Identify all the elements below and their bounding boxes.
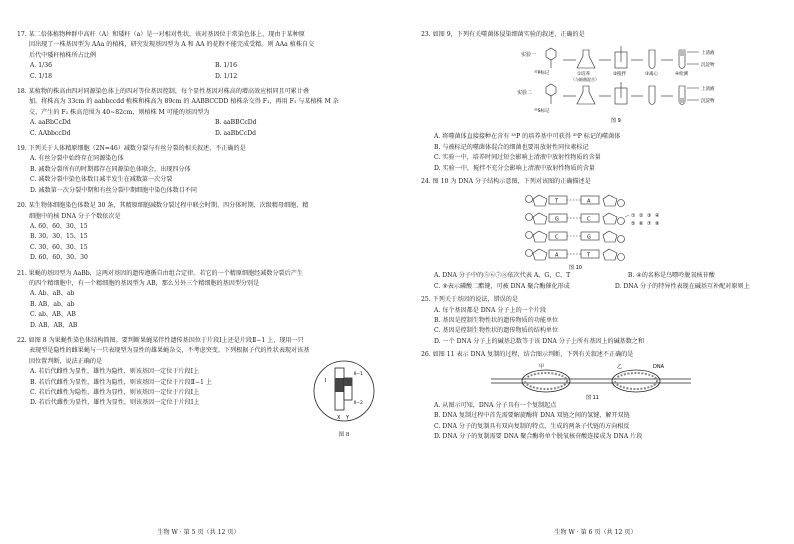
option-c: C. 若后代雌性为隐性，雄性为显性，则该基因一定位于片段Ⅰ上 bbox=[30, 389, 200, 396]
option-d: D. 1/12 bbox=[215, 72, 238, 80]
option-b: B. 30、30、15、15 bbox=[30, 233, 88, 241]
option-c: C. 减数分裂中染色体数目减半发生在减数第一次分裂 bbox=[30, 176, 173, 184]
option-b: B. 与被标记的噬菌体混合的细菌也要用放射性同位素标记 bbox=[434, 143, 589, 151]
exam-page-6 bbox=[397, 0, 794, 544]
question-stem: 26. 如图 11 表示 DNA 复制的过程，结合图示判断，下列有关叙述不正确的是 bbox=[421, 351, 634, 359]
base-label: G bbox=[587, 234, 591, 241]
option-d: D. AB、AB、AB bbox=[30, 321, 78, 329]
option-a: A. Ab、aB、ab bbox=[30, 290, 75, 298]
tube-icon-2 bbox=[649, 86, 655, 105]
option-d: D. DNA 分子的复制需要 DNA 聚合酶将单个脱氧核苷酸连接成为 DNA 片段 bbox=[434, 432, 643, 440]
base-label: T bbox=[587, 252, 591, 259]
option-d: D. 减数第一次分裂中期和有丝分裂中期细胞中染色体数目不同 bbox=[30, 186, 197, 194]
sex-chromosome-diagram bbox=[311, 358, 377, 426]
question-stem: 24. 图 10 为 DNA 分子结构示意图，下列对该图的正确描述是 bbox=[421, 178, 591, 186]
fig10-mark-4: ④ bbox=[655, 213, 660, 220]
option-c: C. ab、AB、AB bbox=[30, 311, 76, 319]
option-d: D. 一个 DNA 分子上的碱基总数等于该 DNA 分子上所有基因上的碱基数之和 bbox=[434, 337, 645, 345]
option-a: A. DNA 分子中的⑤⑥⑦⑧依次代表 A、G、C、T bbox=[434, 272, 571, 280]
option-c: C. ⑨表示磷酸二酯键，可被 DNA 聚合酶催化形成 bbox=[434, 282, 570, 290]
base-label: T bbox=[555, 198, 559, 205]
option-d: D. 若后代雌性为显性，雄性为显性，则该基因一定位于片段Ⅰ上 bbox=[30, 399, 200, 407]
figure-8-caption: 图 8 bbox=[338, 432, 350, 439]
flask-icon-2 bbox=[577, 86, 595, 104]
question-23 bbox=[421, 30, 780, 174]
option-c: C. 基因是控制生物性状的遗传物质的结构单位 bbox=[434, 327, 559, 335]
question-18 bbox=[17, 87, 383, 139]
base-label: A bbox=[587, 198, 591, 205]
figure-10-caption: 图 10 bbox=[569, 265, 582, 272]
figure-11 bbox=[421, 361, 780, 401]
fig11-mark-2: 乙 bbox=[617, 363, 623, 370]
option-a: A. aaBbCcDd bbox=[30, 119, 71, 127]
fig9-label-32p: ³²P标记 bbox=[534, 71, 550, 77]
question-20 bbox=[17, 201, 383, 263]
tube-icon-4 bbox=[679, 86, 685, 105]
option-a: A. 60、60、30、15 bbox=[30, 222, 88, 230]
option-a: A. 每个基因都是 DNA 分子上的一个片段 bbox=[434, 306, 547, 314]
option-a: A. 将噬菌体直接接种在含有 ³⁵P 的培养基中可获得 ³⁵P 标记的噬菌体 bbox=[434, 133, 621, 141]
question-stem: 因位置判断，说法正确的是 bbox=[29, 357, 103, 365]
fig10-mark-7: ⑦ bbox=[647, 221, 652, 228]
page-footer: 生物 W · 第 5 页（共 12 页） bbox=[157, 529, 240, 536]
base-pair-4 bbox=[549, 250, 599, 259]
dna-structure-diagram bbox=[421, 187, 761, 271]
fig9-step-1-note: （与细菌混合） bbox=[571, 77, 599, 83]
question-stem: 20. 某生物体细胞染色体数是 30 条，其精原细胞减数分裂过程中联会时期、四分体时期、次级精母细胞、精 bbox=[17, 202, 309, 210]
beaker-icon-1 bbox=[615, 46, 627, 68]
base-pair-2 bbox=[549, 214, 599, 223]
question-stem: 的四个精细胞中，有一个精细胞的基因型为 AB，那么另外三个精细胞的基因型分别是 bbox=[29, 279, 260, 287]
option-d: D. 60、60、30、30 bbox=[30, 254, 88, 262]
option-c: C. AAbbccDd bbox=[30, 129, 71, 137]
fig10-mark-5: ⑤ bbox=[631, 221, 636, 228]
option-a: A. 若后代雌性为显性，雄性为隐性，则该基因一定位于片段Ⅰ上 bbox=[30, 368, 200, 376]
option-c: C. DNA 分子的复制具有双向复制的特点，生成的两条子代链的方向相反 bbox=[434, 422, 630, 430]
question-19 bbox=[17, 144, 383, 196]
option-b: B. aaBBCcDd bbox=[215, 119, 257, 127]
question-stem: 因出现了一株基因型为 AAa 的植株，研究发现基因型为 A 和 AA 的花粉不能完成受精。则 AAa 植株自交 bbox=[29, 41, 315, 49]
option-b: B. 基因是控制生物性状的遗传物质的功能单位 bbox=[434, 317, 559, 325]
figure-9-caption: 图 9 bbox=[611, 118, 621, 125]
question-stem: 22. 如图 8 为果蝇性染色体结构简图。要判断果蝇某伴性遗传基因位于片段Ⅰ上还是片段Ⅱ−1 上，现用一只 bbox=[17, 336, 304, 344]
dna-left-strand bbox=[526, 195, 548, 260]
figure-10 bbox=[421, 187, 780, 271]
question-stem: 表现型是隐性的雌果蝇与一只表现型为显性的雄果蝇杂交，不考虑突变。下列根据子代的性状表现对该基 bbox=[29, 347, 310, 355]
option-a: A. 1/36 bbox=[30, 62, 52, 70]
base-label: G bbox=[555, 216, 559, 223]
question-stem: 25. 下列关于基因的说法，错误的是 bbox=[421, 296, 518, 304]
option-b: B. DNA 复制过程中首先需要解旋酶将 DNA 双链之间的氢键，解开双链 bbox=[434, 412, 630, 420]
question-24 bbox=[421, 177, 780, 292]
tube-icon-1 bbox=[649, 50, 655, 69]
phage-icon-2 bbox=[546, 84, 556, 104]
dna-replication-diagram bbox=[421, 361, 761, 401]
question-26 bbox=[421, 350, 780, 442]
fig8-label-2: Ⅱ−1 bbox=[354, 371, 363, 377]
option-d: D. 实验一中，搅拌不充分会影响上清液中放射性物质的含量 bbox=[434, 164, 595, 172]
fig11-mark-3: DNA bbox=[653, 363, 665, 370]
exp-2-label: 实验二 bbox=[517, 90, 533, 97]
question-stem: 17. 某二倍体植物种群中高秆（A）和矮秆（a）是一对相对性状，该对基因位于常染色体上，现由于某种原 bbox=[17, 31, 305, 38]
base-label: C bbox=[555, 234, 559, 241]
fig9-step-1: ①培养 bbox=[577, 72, 591, 78]
option-c: C. 30、60、30、15 bbox=[30, 243, 88, 251]
fig9-result-1b: 沉淀物 bbox=[701, 63, 715, 69]
phage-icon-1 bbox=[546, 48, 556, 68]
fig9-result-1a: 上清液 bbox=[701, 51, 715, 57]
tube-icon-3 bbox=[679, 50, 685, 69]
base-pair-3 bbox=[549, 232, 599, 241]
question-stem: 后代中矮秆植株所占比例 bbox=[29, 51, 97, 59]
question-stem: 加。将株高为 33cm 的 aabbccdd 植株和株高为 89cm 的 AABBCCDD 植株杂交得 F₁，再用 F₁ 与某植株 M 杂 bbox=[29, 98, 339, 106]
option-d: D. aaBbCcDd bbox=[215, 129, 257, 137]
fig9-result-2b: 沉淀物 bbox=[701, 99, 715, 105]
option-b: B. 减数分裂所有的时期都存在同源染色体联会，出现四分体 bbox=[30, 165, 191, 173]
flask-icon-1 bbox=[577, 50, 595, 68]
fig10-mark-8: ⑧ bbox=[655, 221, 660, 228]
fig8-label-x: X bbox=[337, 414, 341, 421]
base-label: C bbox=[587, 216, 591, 223]
question-stem: 18. 某植物的株高由四对同源染色体上的四对等位基因控制，每个显性基因对株高的增高效应相同且可累计叠 bbox=[17, 88, 309, 96]
fig10-mark-2: ② bbox=[639, 213, 644, 220]
figure-8 bbox=[311, 358, 377, 439]
question-25 bbox=[421, 295, 780, 347]
option-d: D. DNA 分子的特异性表现在碱基互补配对原则上 bbox=[614, 282, 750, 290]
fig8-label-y: Y bbox=[346, 414, 350, 421]
option-c: C. 实验一中，培养时间过短会影响上清液中放射性物质的含量 bbox=[434, 154, 601, 162]
fig9-step-4: ④检测 bbox=[675, 72, 689, 78]
option-b: B. AB、ab、ab bbox=[30, 300, 75, 308]
option-a: A. 有丝分裂中始终存在同源染色体 bbox=[30, 155, 124, 163]
fig10-mark-6: ⑥ bbox=[639, 221, 644, 228]
fig10-mark-1: ① bbox=[631, 213, 636, 220]
option-b: B. 1/16 bbox=[215, 62, 238, 70]
figure-9 bbox=[421, 42, 780, 132]
question-stem: 19. 下列关于人体精原细胞（2N=46）减数分裂与有丝分裂的相关叙述，不正确的是 bbox=[17, 145, 246, 153]
question-21 bbox=[17, 269, 383, 331]
question-stem: 交，产生的 F₂ 株高范围为 40~82cm，则植株 M 可能的基因型为 bbox=[29, 108, 210, 116]
fig9-label-35s: ³⁵S标记 bbox=[534, 109, 550, 115]
fig9-step-3: ③离心 bbox=[645, 72, 659, 78]
question-17 bbox=[17, 30, 383, 82]
dna-right-strand bbox=[603, 195, 625, 261]
fig9-step-2: ②搅拌 bbox=[613, 72, 627, 78]
figure-11-caption: 图 11 bbox=[586, 394, 599, 401]
fig8-label-1: Ⅰ bbox=[325, 377, 327, 384]
option-b: B. ④的名称是鸟嘌呤脱氧核苷酸 bbox=[627, 272, 715, 280]
beaker-icon-2 bbox=[615, 82, 627, 104]
option-b: B. 若后代雌性为显性，雄性为隐性，则该基因一定位于片段Ⅱ−1 上 bbox=[30, 378, 212, 386]
fig8-label-3: Ⅱ−2 bbox=[354, 400, 363, 406]
base-label: A bbox=[555, 252, 559, 259]
question-stem: 细胞中的核 DNA 分子个数依次是 bbox=[29, 212, 121, 220]
phage-experiment-diagram bbox=[421, 42, 761, 124]
question-stem: 23. 如图 9，下列有关噬菌体侵染细菌实验的叙述，正确的是 bbox=[421, 31, 585, 38]
question-stem: 21. 果蝇的基因型为 AaBb，这两对基因的遗传遵循自由组合定律。若它的一个精原细胞经减数分裂后产生 bbox=[17, 269, 303, 277]
fig11-mark-1: 甲 bbox=[539, 363, 545, 370]
fig10-mark-3: ③ bbox=[647, 213, 652, 220]
page-footer: 生物 W · 第 6 页（共 12 页） bbox=[554, 529, 637, 536]
base-pair-1 bbox=[549, 196, 599, 205]
question-22 bbox=[17, 336, 383, 439]
option-c: C. 1/18 bbox=[30, 72, 53, 80]
fig9-result-2a: 上清液 bbox=[701, 87, 715, 93]
exp-1-label: 实验一 bbox=[521, 52, 537, 59]
option-a: A. 从图示可知，DNA 分子具有一个复制起点 bbox=[434, 401, 557, 409]
